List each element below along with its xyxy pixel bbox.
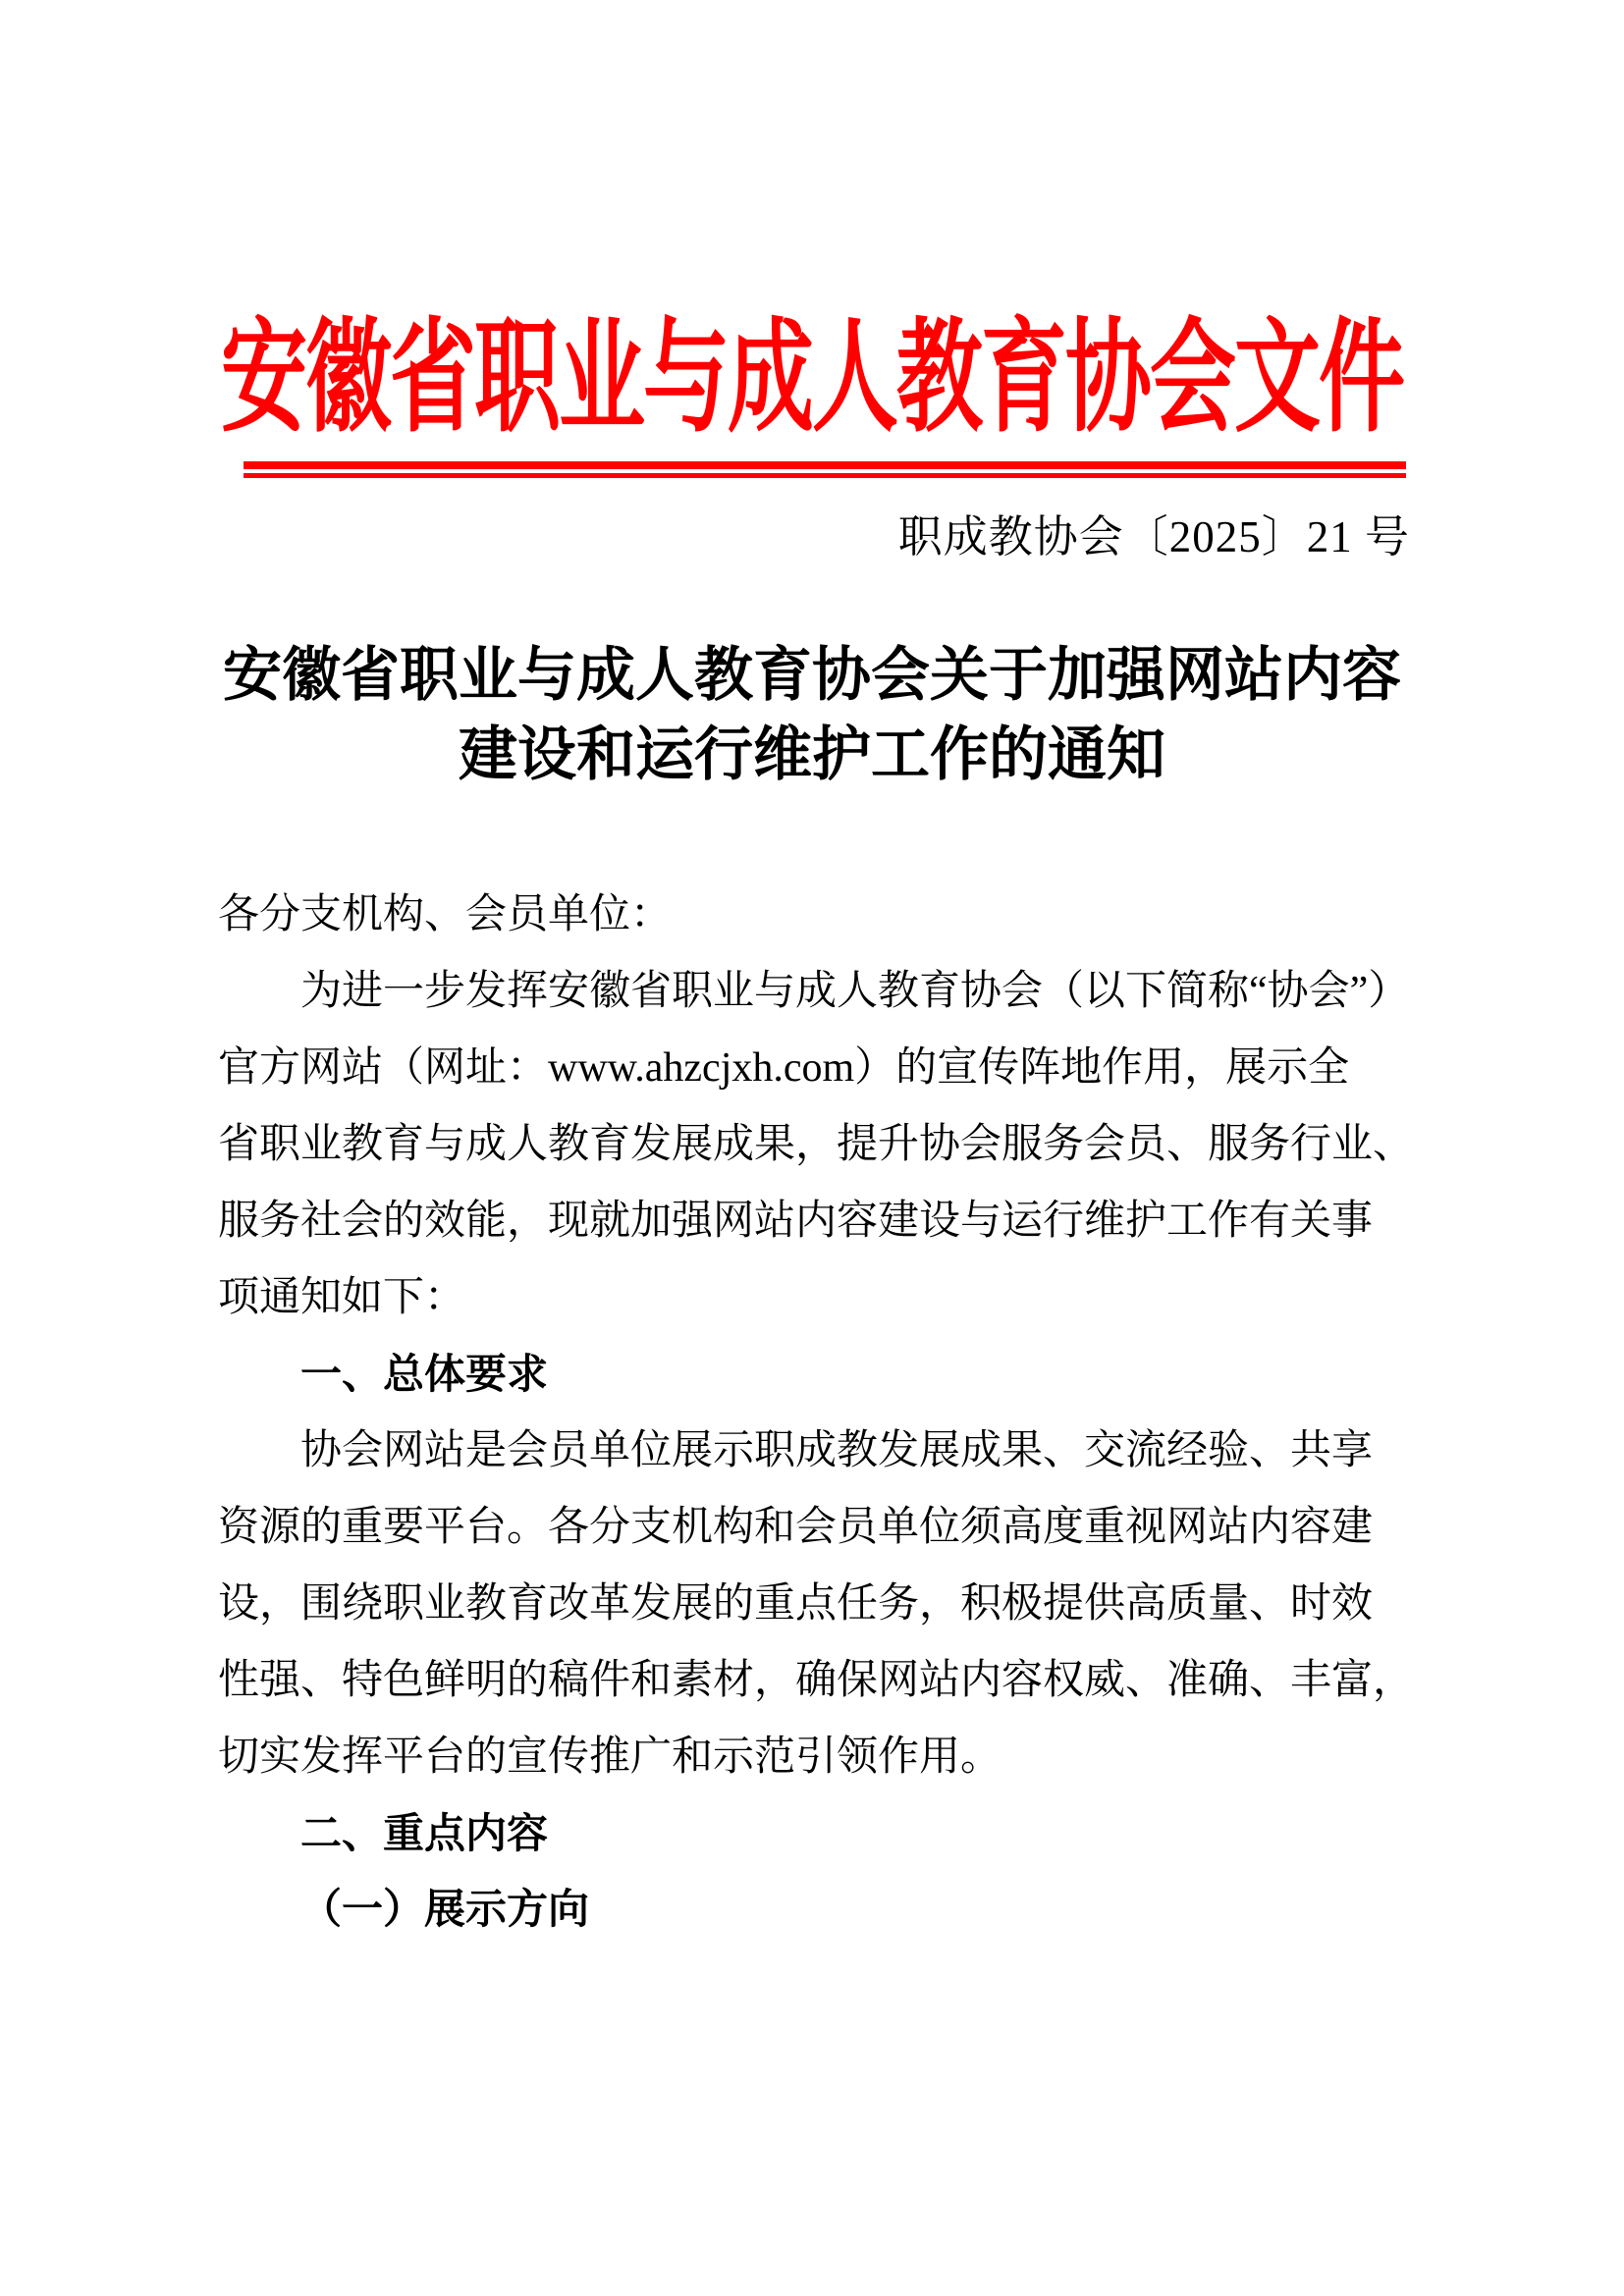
body-line: 切实发挥平台的宣传推广和示范引领作用。 xyxy=(218,1735,1002,1780)
letterhead-title-text: 安徽省职业与成人教育协会文件 xyxy=(220,312,1403,448)
body-line: 资源的重要平台。各分支机构和会员单位须高度重视网站内容建 xyxy=(218,1505,1374,1550)
body-line: 一、总体要求 xyxy=(300,1351,549,1397)
body-line: 二、重点内容 xyxy=(300,1810,549,1856)
red-separator-thick-line xyxy=(244,461,1406,469)
document-number: 职成教协会〔2025〕21 号 xyxy=(897,512,1410,561)
letterhead-title xyxy=(0,306,1624,448)
body-line: 省职业教育与成人教育发展成果，提升协会服务会员、服务行业、 xyxy=(218,1122,1415,1167)
body-line: 各分支机构、会员单位： xyxy=(218,892,673,937)
document-title-line: 安徽省职业与成人教育协会关于加强网站内容 xyxy=(223,643,1401,708)
body-line: 官方网站（网址：www.ahzcjxh.com）的宣传阵地作用，展示全 xyxy=(218,1045,1350,1091)
body-line: 项通知如下： xyxy=(218,1275,466,1320)
body-line: 设，围绕职业教育改革发展的重点任务，积极提供高质量、时效 xyxy=(218,1581,1374,1627)
body-line: 为进一步发挥安徽省职业与成人教育协会（以下简称“协会”） xyxy=(300,969,1410,1014)
body-line: 协会网站是会员单位展示职成教发展成果、交流经验、共享 xyxy=(300,1428,1374,1473)
body-line: 服务社会的效能，现就加强网站内容建设与运行维护工作有关事 xyxy=(218,1199,1374,1244)
document-title xyxy=(0,636,1624,795)
body-line: 性强、特色鲜明的稿件和素材，确保网站内容权威、准确、丰富， xyxy=(218,1658,1415,1703)
red-separator-thin-line xyxy=(244,473,1406,478)
document-title-line: 建设和运行维护工作的通知 xyxy=(459,722,1165,787)
document-body xyxy=(218,877,1415,1949)
red-separator xyxy=(244,461,1406,478)
body-line: （一）展示方向 xyxy=(300,1888,590,1933)
